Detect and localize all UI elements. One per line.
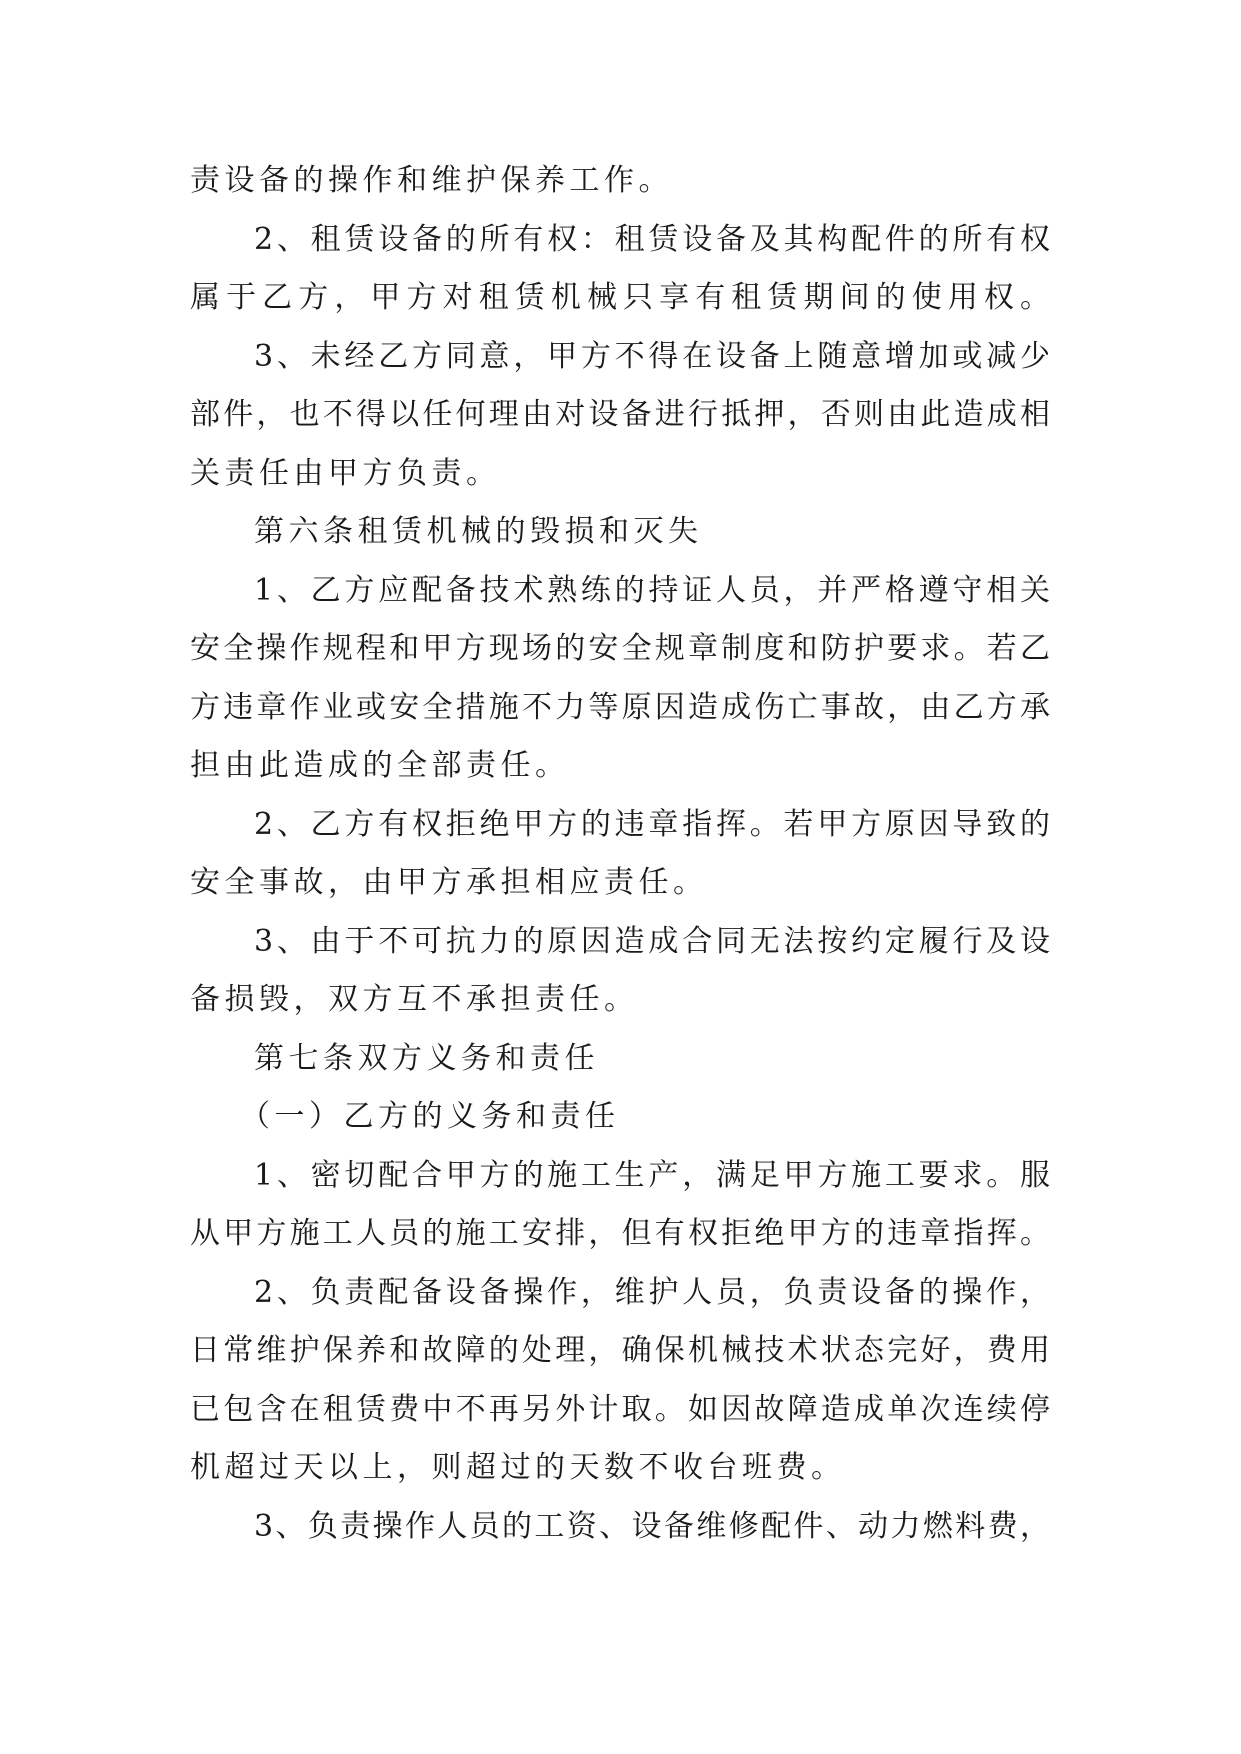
clause-line: 2、负责配备设备操作，维护人员，负责设备的操作，	[254, 1274, 1050, 1310]
clause-line: 1、密切配合甲方的施工生产，满足甲方施工要求。服	[254, 1157, 1050, 1193]
article-heading: 第六条租赁机械的毁损和灭失	[254, 514, 703, 549]
text-line: 已包含在租赁费中不再另外计取。如因故障造成单次连续停	[190, 1391, 1050, 1427]
clause-line: 1、乙方应配备技术熟练的持证人员，并严格遵守相关	[254, 572, 1050, 608]
text-line: 安全事故，由甲方承担相应责任。	[190, 865, 708, 900]
text-line: 安全操作规程和甲方现场的安全规章制度和防护要求。若乙	[190, 631, 1050, 666]
clause-line: 3、未经乙方同意，甲方不得在设备上随意增加或减少	[254, 338, 1050, 374]
text-line: 担由此造成的全部责任。	[190, 748, 570, 783]
text-line: 方违章作业或安全措施不力等原因造成伤亡事故，由乙方承	[190, 689, 1050, 725]
text-line: 机超过天以上，则超过的天数不收台班费。	[190, 1450, 846, 1485]
text-line: 部件，也不得以任何理由对设备进行抵押，否则由此造成相	[190, 397, 1050, 432]
text-line: 属于乙方，甲方对租赁机械只享有租赁期间的使用权。	[190, 280, 1050, 315]
clause-line: 2、租赁设备的所有权：租赁设备及其构配件的所有权	[254, 221, 1050, 257]
clause-line: 3、由于不可抗力的原因造成合同无法按约定履行及设	[254, 923, 1050, 959]
text-line: 关责任由甲方负责。	[190, 455, 501, 491]
text-line: 从甲方施工人员的施工安排，但有权拒绝甲方的违章指挥。	[190, 1216, 1050, 1251]
text-line: 备损毁，双方互不承担责任。	[190, 982, 639, 1017]
article-heading: 第七条双方义务和责任	[254, 1040, 599, 1076]
section-heading: （一）乙方的义务和责任	[240, 1099, 620, 1134]
contract-text-body	[190, 152, 1050, 1556]
text-line: 日常维护保养和故障的处理，确保机械技术状态完好，费用	[190, 1333, 1050, 1368]
clause-line: 2、乙方有权拒绝甲方的违章指挥。若甲方原因导致的	[254, 806, 1050, 842]
clause-line: 3、负责操作人员的工资、设备维修配件、动力燃料费，	[254, 1508, 1050, 1544]
text-line: 责设备的操作和维护保养工作。	[190, 163, 673, 198]
